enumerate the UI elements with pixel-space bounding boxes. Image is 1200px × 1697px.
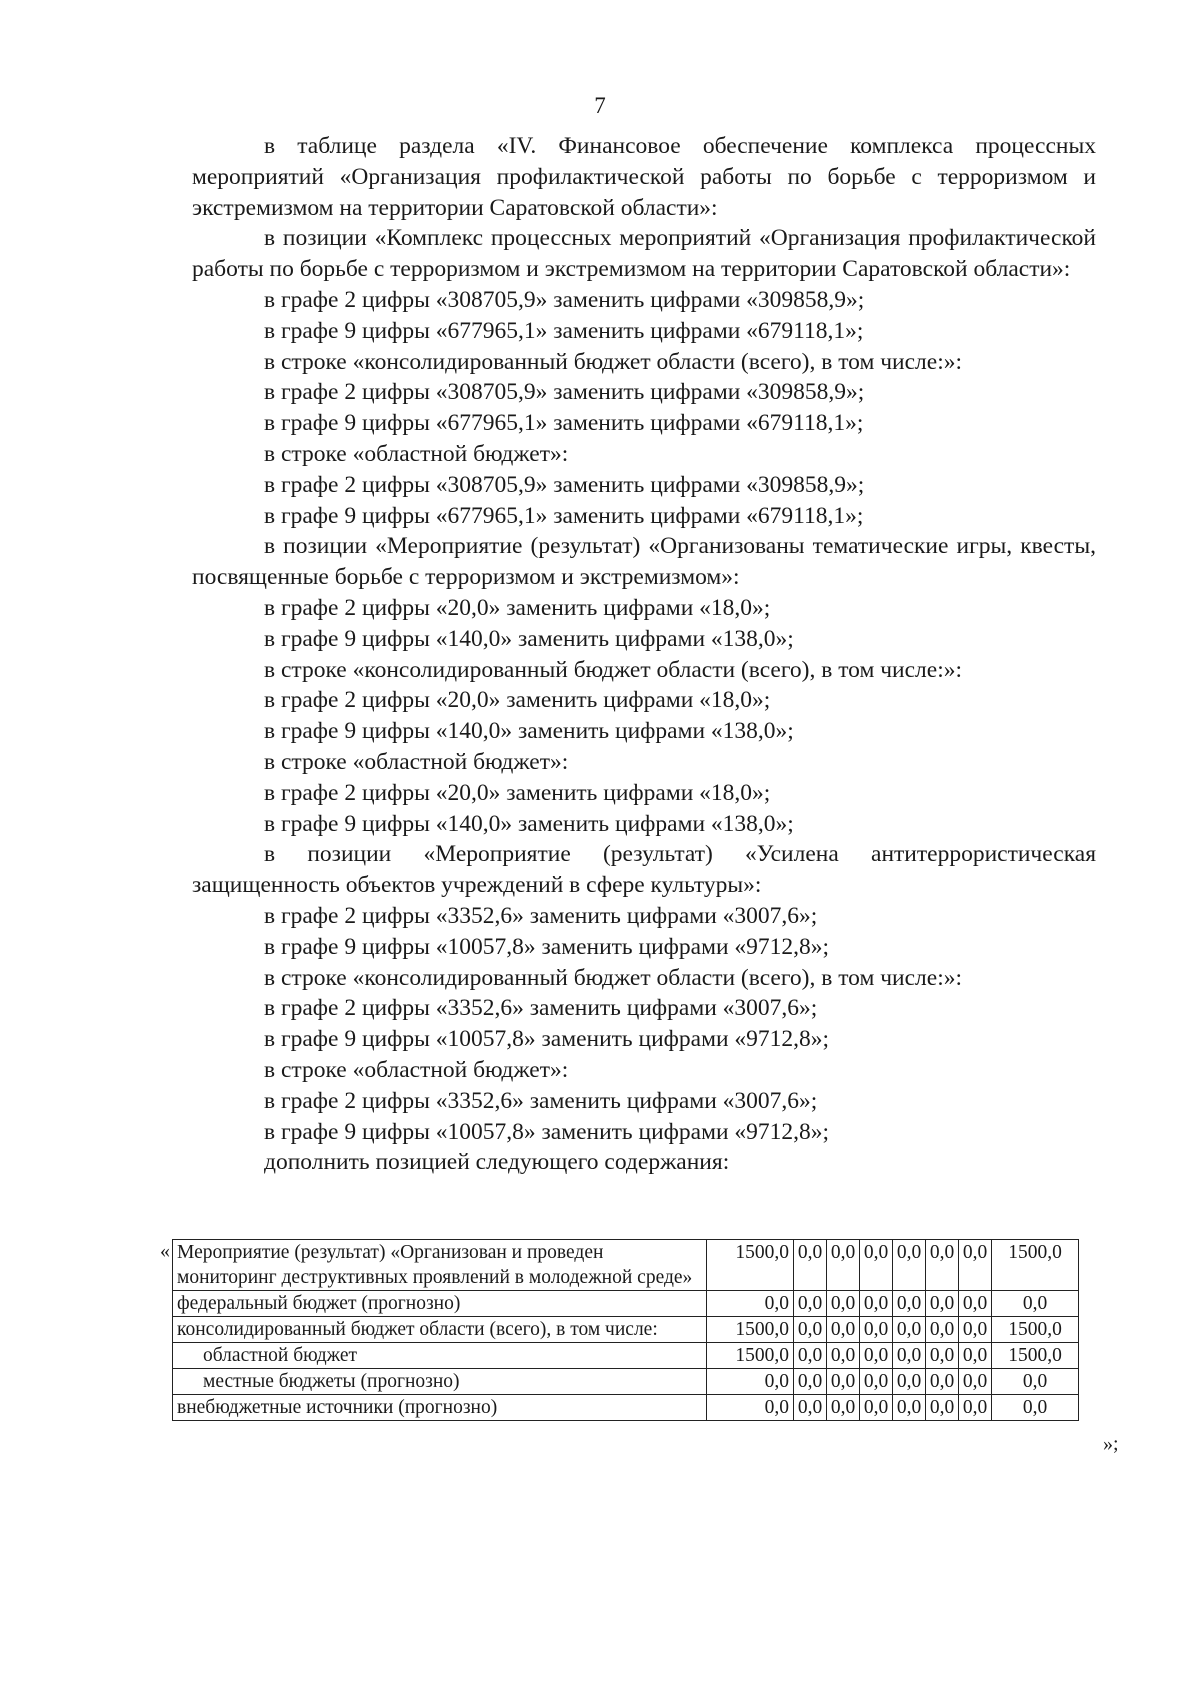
paragraph: в графе 2 цифры «20,0» заменить цифрами «18,0»;	[264, 594, 771, 621]
paragraph: в графе 2 цифры «3352,6» заменить цифрами «3007,6»;	[264, 902, 818, 929]
value-cell: 0,0	[959, 1317, 992, 1343]
value-cell: 0,0	[926, 1395, 959, 1421]
value-cell: 0,0	[860, 1343, 893, 1369]
value-cell: 0,0	[707, 1369, 794, 1395]
value-cell: 0,0	[893, 1291, 926, 1317]
value-cell: 0,0	[893, 1395, 926, 1421]
table-row	[173, 1317, 1079, 1343]
value-cell: 0,0	[893, 1240, 926, 1291]
value-cell: 0,0	[827, 1317, 860, 1343]
value-cell: 0,0	[794, 1369, 827, 1395]
value-cell: 0,0	[926, 1240, 959, 1291]
paragraph: в графе 2 цифры «308705,9» заменить цифрами «309858,9»;	[264, 286, 865, 313]
paragraph: в строке «областной бюджет»:	[264, 440, 569, 467]
value-cell: 0,0	[794, 1240, 827, 1291]
value-cell: 0,0	[926, 1343, 959, 1369]
value-cell: 0,0	[992, 1291, 1079, 1317]
value-cell: 0,0	[959, 1291, 992, 1317]
row-label: внебюджетные источники (прогнозно)	[173, 1395, 707, 1421]
finance-table	[172, 1239, 1079, 1421]
table-row	[173, 1369, 1079, 1395]
paragraph: в графе 2 цифры «308705,9» заменить цифрами «309858,9»;	[264, 471, 865, 498]
value-cell: 1500,0	[707, 1343, 794, 1369]
value-cell: 0,0	[992, 1395, 1079, 1421]
value-cell: 0,0	[893, 1369, 926, 1395]
paragraph: в строке «областной бюджет»:	[264, 1056, 569, 1083]
paragraph: в графе 9 цифры «140,0» заменить цифрами «138,0»;	[264, 625, 794, 652]
value-cell: 0,0	[959, 1240, 992, 1291]
table-row	[173, 1240, 1079, 1291]
value-cell: 1500,0	[992, 1317, 1079, 1343]
value-cell: 0,0	[794, 1395, 827, 1421]
row-label: федеральный бюджет (прогнозно)	[173, 1291, 707, 1317]
paragraph: в графе 2 цифры «20,0» заменить цифрами «18,0»;	[264, 687, 771, 714]
document-body	[192, 131, 1096, 1178]
value-cell: 0,0	[827, 1395, 860, 1421]
value-cell: 1500,0	[992, 1343, 1079, 1369]
value-cell: 0,0	[794, 1317, 827, 1343]
value-cell: 1500,0	[707, 1240, 794, 1291]
value-cell: 0,0	[860, 1395, 893, 1421]
value-cell: 0,0	[893, 1343, 926, 1369]
row-label: консолидированный бюджет области (всего), в том числе:	[173, 1317, 707, 1343]
paragraph: в графе 9 цифры «10057,8» заменить цифрами «9712,8»;	[264, 1026, 830, 1053]
paragraph: в графе 9 цифры «677965,1» заменить цифрами «679118,1»;	[264, 410, 864, 437]
paragraph: в строке «консолидированный бюджет области (всего), в том числе:»:	[264, 348, 963, 375]
value-cell: 0,0	[707, 1291, 794, 1317]
value-cell: 0,0	[893, 1317, 926, 1343]
value-cell: 1500,0	[707, 1317, 794, 1343]
value-cell: 0,0	[707, 1395, 794, 1421]
value-cell: 0,0	[860, 1240, 893, 1291]
paragraph: в строке «областной бюджет»:	[264, 748, 569, 775]
paragraph: в строке «консолидированный бюджет области (всего), в том числе:»:	[264, 964, 963, 991]
value-cell: 0,0	[926, 1291, 959, 1317]
table-open-quote: «	[160, 1240, 170, 1262]
paragraph: в графе 9 цифры «10057,8» заменить цифрами «9712,8»;	[264, 933, 830, 960]
value-cell: 0,0	[827, 1240, 860, 1291]
paragraph: в графе 2 цифры «308705,9» заменить цифрами «309858,9»;	[264, 379, 865, 406]
table-row	[173, 1343, 1079, 1369]
value-cell: 0,0	[860, 1317, 893, 1343]
value-cell: 0,0	[794, 1291, 827, 1317]
paragraph: в таблице раздела «IV. Финансовое обеспечение комплекса процессных мероприятий «Организация профилактической работы по борьбе с терроризмом и экстремизмом на территории Саратовской области»:	[192, 133, 1096, 221]
paragraph: в графе 9 цифры «677965,1» заменить цифрами «679118,1»;	[264, 502, 864, 529]
table-row	[173, 1395, 1079, 1421]
row-label: местные бюджеты (прогнозно)	[173, 1369, 707, 1395]
value-cell: 0,0	[926, 1369, 959, 1395]
paragraph: в позиции «Мероприятие (результат) «Усилена антитеррористическая защищенность объектов учреждений в сфере культуры»:	[192, 841, 1096, 899]
value-cell: 0,0	[926, 1317, 959, 1343]
value-cell: 0,0	[794, 1343, 827, 1369]
paragraph: в строке «консолидированный бюджет области (всего), в том числе:»:	[264, 656, 963, 683]
paragraph: в графе 9 цифры «140,0» заменить цифрами «138,0»;	[264, 810, 794, 837]
value-cell: 0,0	[827, 1343, 860, 1369]
table-close-quote: »;	[1103, 1433, 1119, 1455]
finance-table-wrapper	[172, 1239, 1102, 1421]
paragraph: в позиции «Комплекс процессных мероприятий «Организация профилактической работы по борьбе с терроризмом и экстремизмом на территории Саратовской области»:	[192, 225, 1096, 283]
value-cell: 0,0	[827, 1291, 860, 1317]
row-label: Мероприятие (результат) «Организован и проведен мониторинг деструктивных проявлений в молодежной среде»	[173, 1240, 707, 1291]
value-cell: 0,0	[992, 1369, 1079, 1395]
paragraph: в графе 2 цифры «3352,6» заменить цифрами «3007,6»;	[264, 1087, 818, 1114]
paragraph: в графе 2 цифры «20,0» заменить цифрами «18,0»;	[264, 779, 771, 806]
paragraph: дополнить позицией следующего содержания:	[264, 1149, 730, 1176]
value-cell: 0,0	[860, 1369, 893, 1395]
page-number: 7	[594, 93, 606, 118]
value-cell: 0,0	[827, 1369, 860, 1395]
paragraph: в графе 2 цифры «3352,6» заменить цифрами «3007,6»;	[264, 995, 818, 1022]
value-cell: 0,0	[959, 1343, 992, 1369]
value-cell: 0,0	[959, 1369, 992, 1395]
paragraph: в графе 9 цифры «140,0» заменить цифрами «138,0»;	[264, 718, 794, 745]
table-row	[173, 1291, 1079, 1317]
value-cell: 0,0	[860, 1291, 893, 1317]
paragraph: в графе 9 цифры «10057,8» заменить цифрами «9712,8»;	[264, 1118, 830, 1145]
paragraph: в позиции «Мероприятие (результат) «Организованы тематические игры, квесты, посвященные борьбе с терроризмом и экстремизмом»:	[192, 533, 1096, 591]
row-label: областной бюджет	[173, 1343, 707, 1369]
value-cell: 0,0	[959, 1395, 992, 1421]
value-cell: 1500,0	[992, 1240, 1079, 1291]
paragraph: в графе 9 цифры «677965,1» заменить цифрами «679118,1»;	[264, 317, 864, 344]
